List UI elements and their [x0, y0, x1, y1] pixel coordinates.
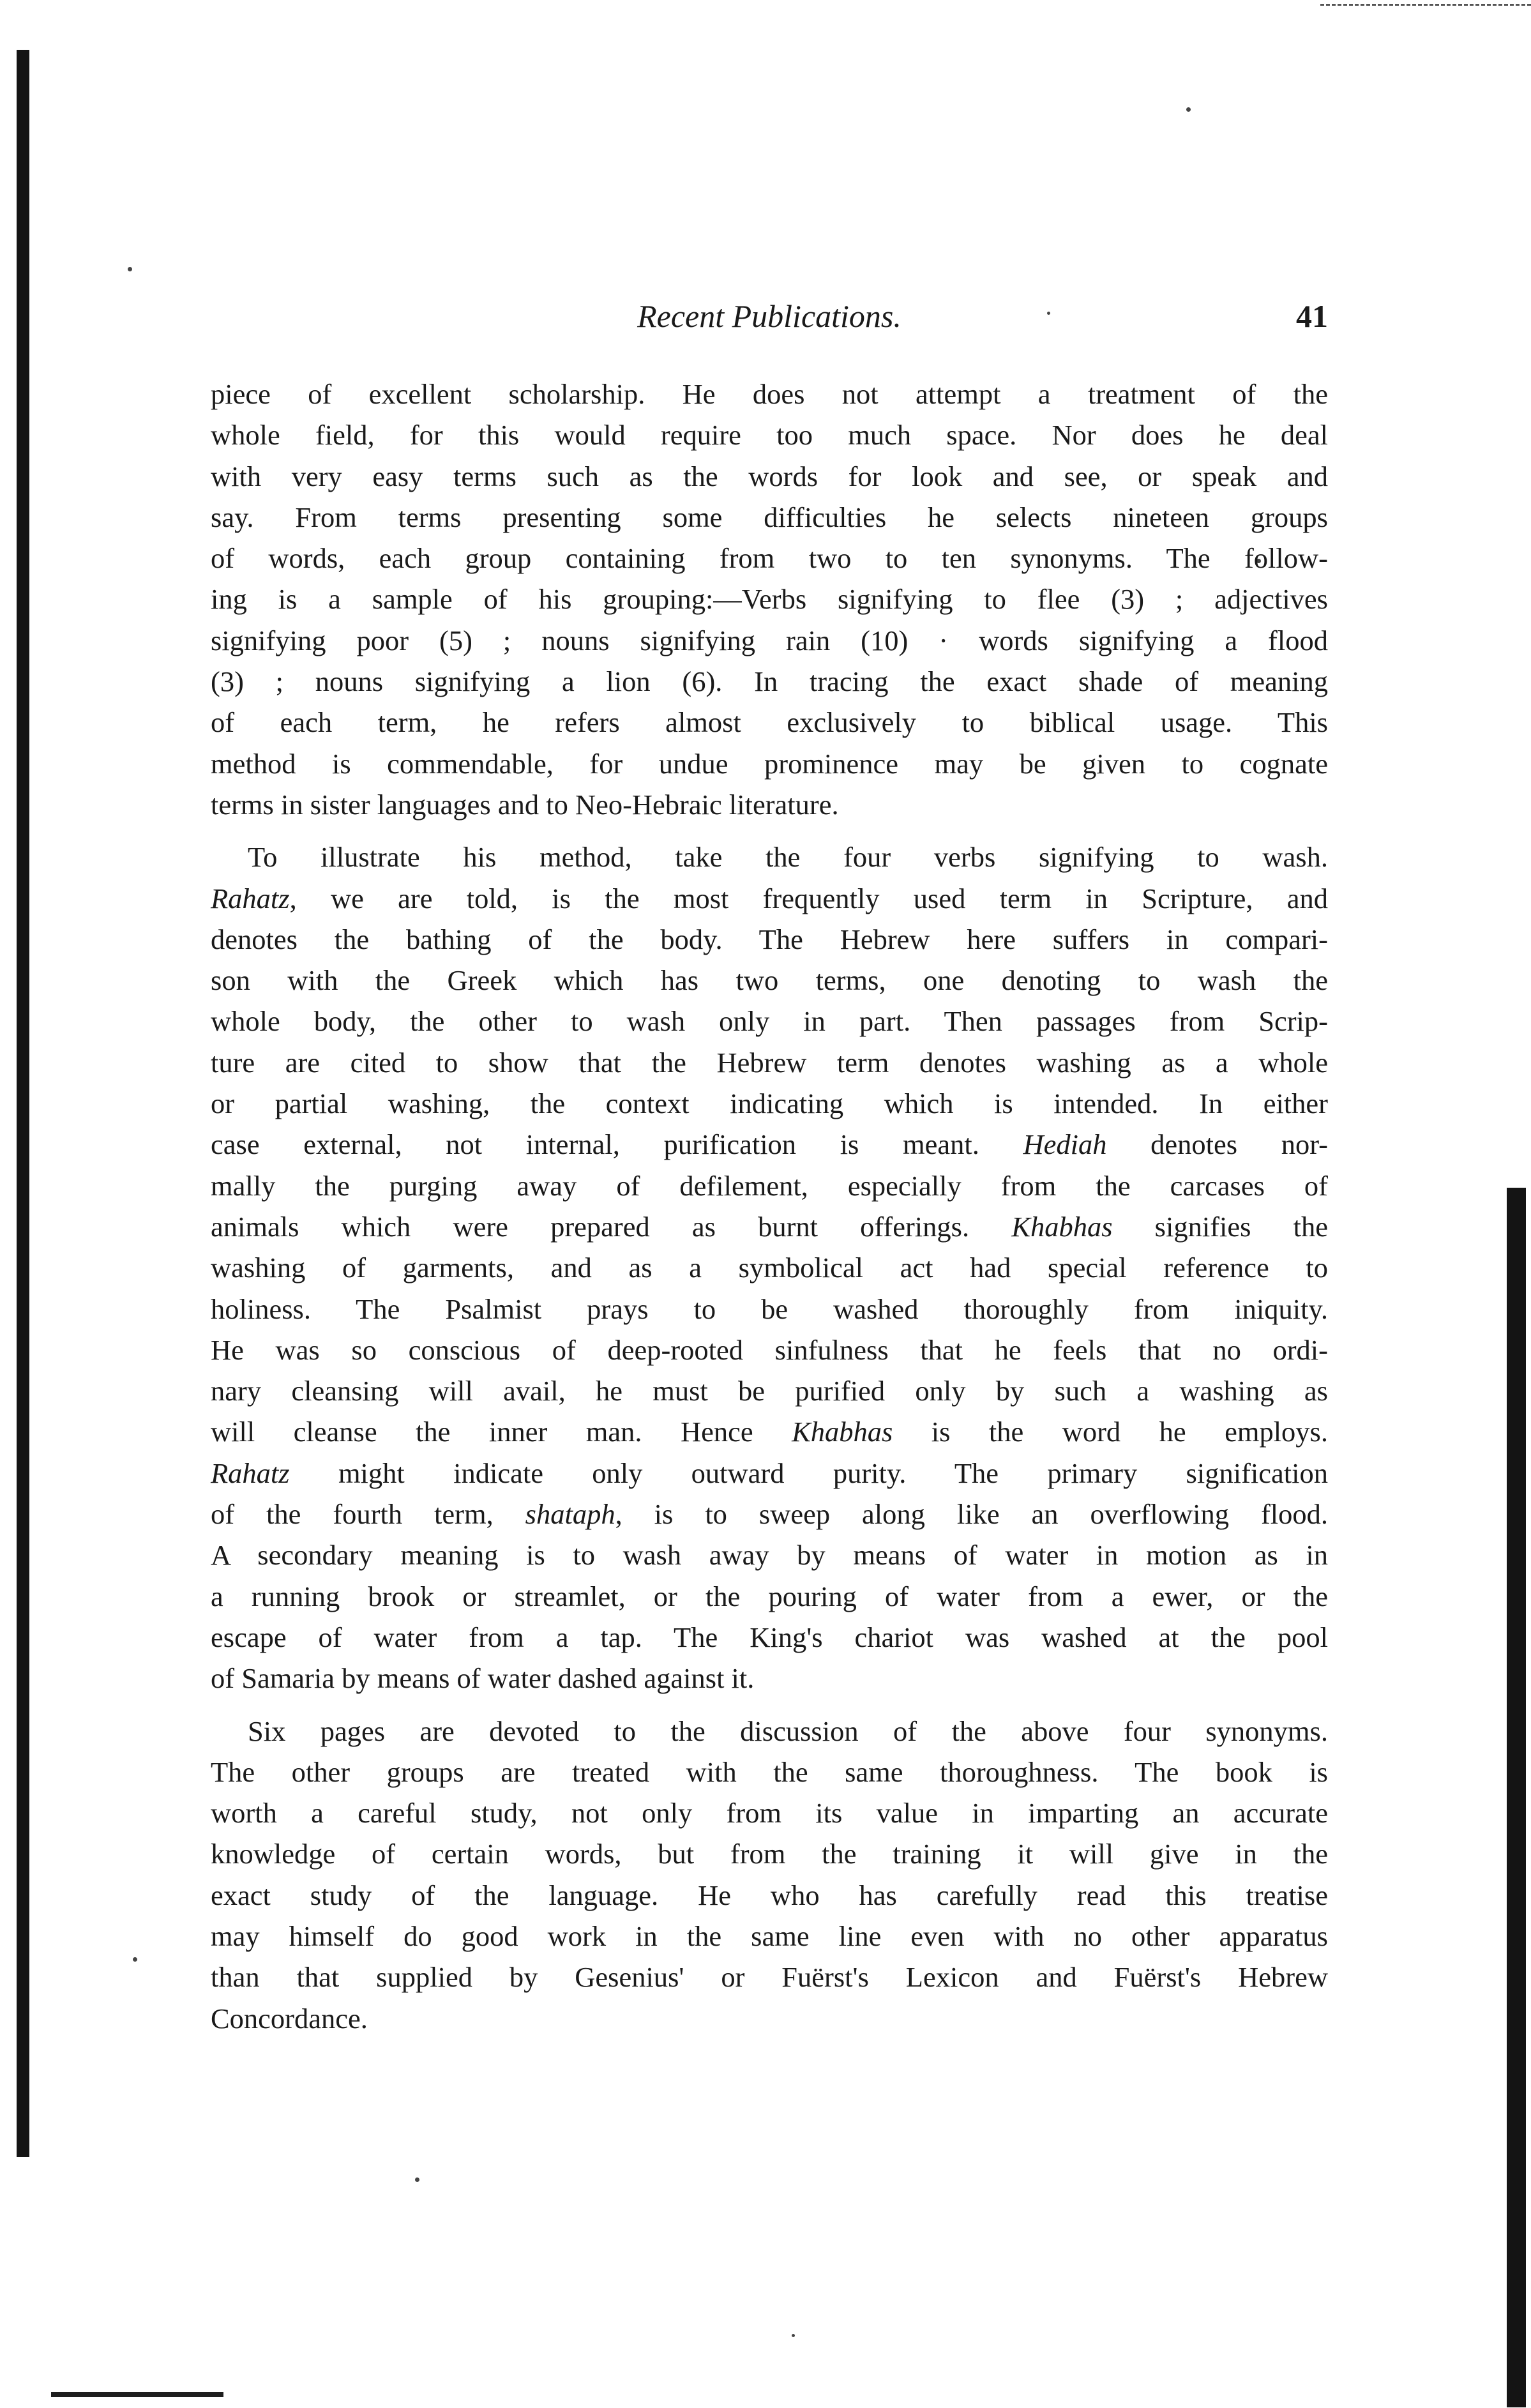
article-body — [211, 374, 1328, 2050]
scan-speck — [133, 1957, 137, 1962]
scan-speck — [128, 267, 132, 271]
text-line: The other groups are treated with the same thoroughness. The book is — [211, 1755, 1328, 1788]
scan-rule-bottom — [51, 2392, 223, 2397]
text-line: Rahatz might indicate only outward purity. The primary signification — [211, 1457, 1328, 1489]
text-line: method is commendable, for undue prominence may be given to cognate — [211, 747, 1328, 780]
text-line: ture are cited to show that the Hebrew term denotes washing as a whole — [211, 1046, 1328, 1079]
text-line: will cleanse the inner man. Hence Khabhas is the word he employs. — [211, 1416, 1328, 1448]
text-line: piece of excellent scholarship. He does not attempt a treatment of the — [211, 378, 1328, 410]
text-line: of the fourth term, shataph, is to sweep along like an overflowing flood. — [211, 1498, 1329, 1531]
scan-edge-right — [1507, 1188, 1526, 2407]
text-line: holiness. The Psalmist prays to be washed thoroughly from iniquity. — [211, 1292, 1328, 1325]
text-line: To illustrate his method, take the four verbs signifying to wash. — [248, 841, 1328, 874]
text-line: ing is a sample of his grouping:—Verbs signifying to flee (3) ; adjectives — [211, 583, 1328, 616]
text-line: son with the Greek which has two terms, one denoting to wash the — [211, 964, 1328, 997]
text-line: case external, not internal, purification is meant. Hediah denotes nor- — [211, 1128, 1328, 1161]
text-line: knowledge of certain words, but from the training it will give in the — [211, 1838, 1328, 1870]
page-number: 41 — [1296, 298, 1328, 334]
text-line: or partial washing, the context indicating which is intended. In either — [211, 1087, 1328, 1120]
scan-speck — [1186, 107, 1191, 112]
paragraph-3 — [211, 1711, 1328, 2039]
text-line: Concordance. — [211, 2002, 368, 2034]
scan-speck — [415, 2177, 419, 2182]
text-line: signifying poor (5) ; nouns signifying rain (10) · words signifying a flood — [211, 624, 1328, 656]
text-line: of words, each group containing from two to ten synonyms. The follow- — [211, 542, 1328, 575]
text-line: a running brook or streamlet, or the pouring of water from a ewer, or the — [211, 1580, 1328, 1612]
paragraph-2 — [211, 837, 1328, 1699]
text-line: say. From terms presenting some difficulties he selects nineteen groups — [211, 501, 1328, 533]
text-line: of Samaria by means of water dashed against it. — [211, 1662, 755, 1695]
text-line: Six pages are devoted to the discussion of the above four synonyms. — [248, 1715, 1328, 1747]
text-line: washing of garments, and as a symbolical act had special reference to — [211, 1252, 1328, 1284]
page-header — [211, 298, 1328, 349]
scan-edge-left — [17, 50, 29, 2157]
text-line: denotes the bathing of the body. The Hebrew here suffers in compari- — [211, 923, 1328, 955]
text-line: nary cleansing will avail, he must be purified only by such a washing as — [211, 1375, 1328, 1407]
text-line: than that supplied by Gesenius' or Fuërst's Lexicon and Fuërst's Hebrew — [211, 1961, 1328, 1994]
scan-speck — [792, 2334, 795, 2337]
text-line: terms in sister languages and to Neo-Hebraic literature. — [211, 788, 839, 821]
text-line: exact study of the language. He who has carefully read this treatise — [211, 1879, 1328, 1911]
text-line: animals which were prepared as burnt offerings. Khabhas signifies the — [211, 1210, 1328, 1243]
text-line: of each term, he refers almost exclusively to biblical usage. This — [211, 706, 1328, 739]
text-line: worth a careful study, not only from its value in imparting an accurate — [211, 1797, 1328, 1829]
text-line: escape of water from a tap. The King's chariot was washed at the pool — [211, 1621, 1328, 1653]
scan-rule-top — [1320, 4, 1531, 6]
paragraph-1 — [211, 374, 1328, 825]
text-line: Rahatz, we are told, is the most frequently used term in Scripture, and — [211, 882, 1328, 914]
text-line: whole field, for this would require too much space. Nor does he deal — [211, 419, 1328, 451]
text-line: (3) ; nouns signifying a lion (6). In tracing the exact shade of meaning — [211, 665, 1328, 698]
text-line: with very easy terms such as the words for look and see, or speak and — [211, 460, 1328, 492]
running-title: Recent Publications. — [637, 298, 901, 334]
text-line: may himself do good work in the same line even with no other apparatus — [211, 1920, 1328, 1952]
text-line: A secondary meaning is to wash away by means of water in motion as in — [211, 1539, 1328, 1571]
text-line: He was so conscious of deep-rooted sinfulness that he feels that no ordi- — [211, 1333, 1328, 1366]
text-line: whole body, the other to wash only in part. Then passages from Scrip- — [211, 1005, 1328, 1038]
text-line: mally the purging away of defilement, especially from the carcases of — [211, 1169, 1328, 1202]
